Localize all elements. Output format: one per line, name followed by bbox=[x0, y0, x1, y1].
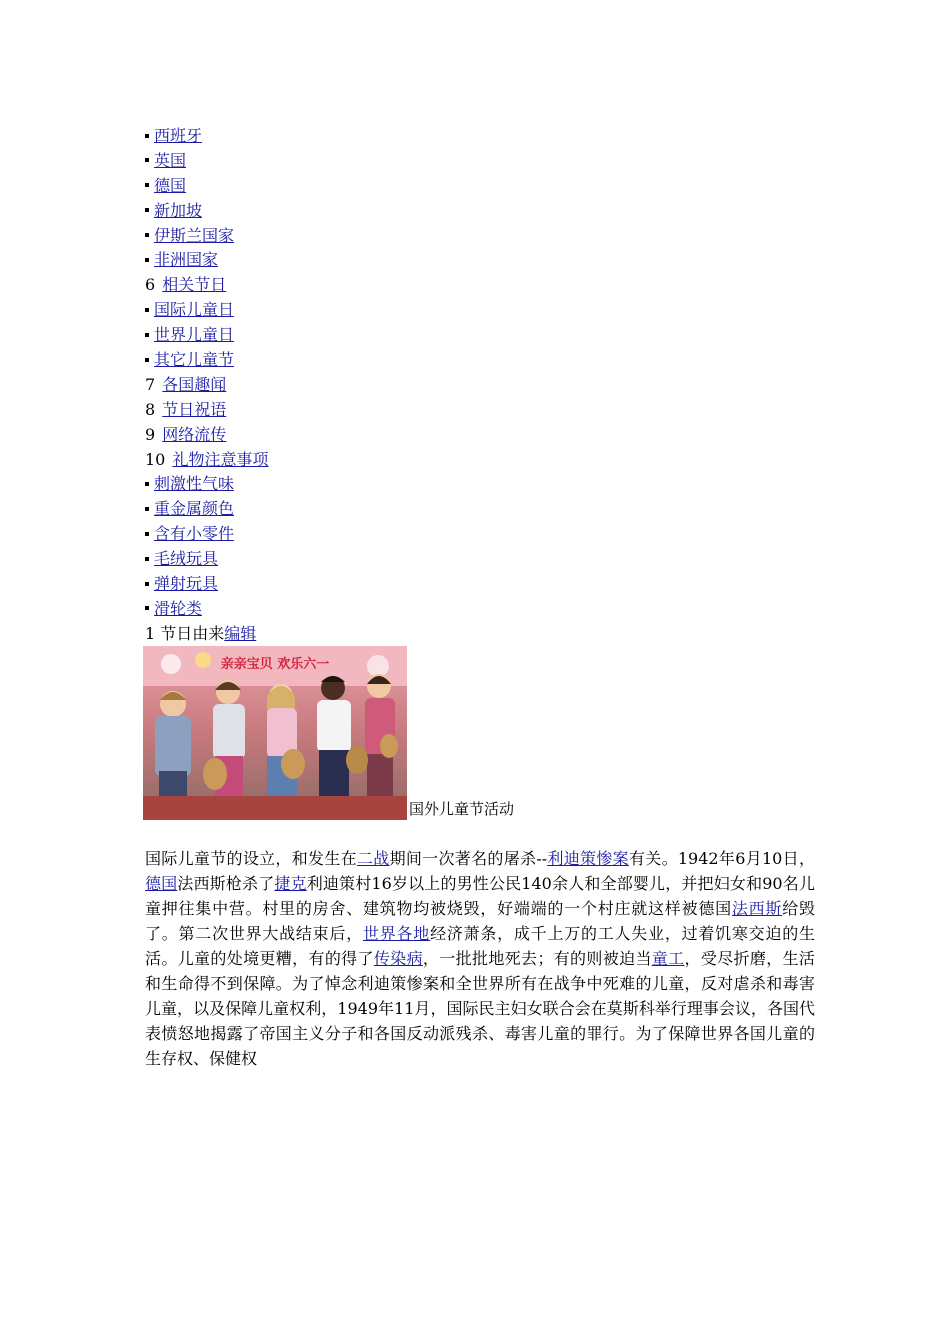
toc-entry bbox=[145, 298, 268, 323]
toc-link[interactable]: 德国 bbox=[154, 175, 187, 195]
toc-link[interactable]: 重金属颜色 bbox=[154, 499, 235, 519]
inline-link[interactable]: 二战 bbox=[356, 849, 390, 868]
toc-link[interactable]: 其它儿童节 bbox=[154, 350, 235, 370]
toc-link[interactable]: 英国 bbox=[154, 150, 187, 170]
bullet-icon bbox=[145, 308, 149, 312]
bullet-icon bbox=[145, 183, 149, 187]
toc-entry bbox=[145, 572, 268, 597]
toc-link[interactable]: 新加坡 bbox=[154, 200, 203, 220]
toc-link[interactable]: 刺激性气味 bbox=[154, 474, 235, 494]
toc-link[interactable]: 国际儿童日 bbox=[154, 300, 235, 320]
toc-entry bbox=[145, 398, 268, 423]
toc-link[interactable]: 滑轮类 bbox=[154, 598, 203, 618]
paragraph-text: 经济萧条，成千上万的工人失业，过着饥寒交迫的生活。儿童的处境更糟，有的得了 bbox=[145, 924, 815, 968]
bullet-icon bbox=[145, 532, 149, 536]
figure bbox=[143, 646, 514, 820]
inline-link[interactable]: 捷克 bbox=[274, 874, 307, 893]
toc-number: 10 bbox=[145, 449, 171, 469]
toc-link[interactable]: 含有小零件 bbox=[154, 524, 235, 544]
toc-entry bbox=[145, 373, 268, 398]
toc-entry bbox=[145, 423, 268, 448]
inline-link[interactable]: 童工 bbox=[651, 949, 685, 968]
paragraph-text: 利迪策村16岁以上的男性公民140余人和全部婴儿，并把妇女和90名儿童押往集中营。村里的房舍、建筑物均被烧毁，好端端的一个村庄就这样被德国 bbox=[145, 874, 815, 918]
article-paragraph bbox=[145, 846, 815, 1071]
toc-entry bbox=[145, 224, 268, 249]
banner-text: 亲亲宝贝 欢乐六一 bbox=[220, 657, 330, 672]
figure-caption: 国外儿童节活动 bbox=[409, 800, 515, 818]
toc-entry bbox=[145, 248, 268, 273]
inline-link[interactable]: 德国 bbox=[145, 874, 178, 893]
toc-entry bbox=[145, 472, 268, 497]
toc-link[interactable]: 各国趣闻 bbox=[162, 374, 227, 394]
toc-link[interactable]: 节日祝语 bbox=[162, 399, 227, 419]
bullet-icon bbox=[145, 158, 149, 162]
bullet-icon bbox=[145, 208, 149, 212]
toc-entry bbox=[145, 597, 268, 622]
toc-entry bbox=[145, 448, 268, 473]
paragraph-text: 法西斯枪杀了 bbox=[177, 874, 275, 893]
bullet-icon bbox=[145, 134, 149, 138]
toc-link[interactable]: 网络流传 bbox=[162, 424, 227, 444]
toc-entry bbox=[145, 522, 268, 547]
section-number: 1 bbox=[145, 623, 161, 643]
toc-entry bbox=[145, 199, 268, 224]
toc-link[interactable]: 弹射玩具 bbox=[154, 574, 219, 594]
table-of-contents bbox=[145, 124, 268, 647]
inline-link[interactable]: 法西斯 bbox=[731, 899, 783, 918]
section-title: 节日由来 bbox=[160, 623, 225, 643]
bullet-icon bbox=[145, 606, 149, 610]
bullet-icon bbox=[145, 333, 149, 337]
bullet-icon bbox=[145, 233, 149, 237]
toc-number: 6 bbox=[145, 275, 161, 295]
toc-link[interactable]: 世界儿童日 bbox=[154, 325, 235, 345]
toc-link[interactable]: 伊斯兰国家 bbox=[154, 225, 235, 245]
edit-link[interactable]: 编辑 bbox=[224, 623, 257, 643]
toc-link[interactable]: 西班牙 bbox=[154, 126, 203, 145]
toc-entry bbox=[145, 348, 268, 373]
toc-entry bbox=[145, 124, 268, 149]
toc-number: 8 bbox=[145, 399, 161, 419]
toc-entry bbox=[145, 149, 268, 174]
toc-link[interactable]: 毛绒玩具 bbox=[154, 549, 219, 569]
inline-link[interactable]: 利迪策惨案 bbox=[547, 849, 629, 868]
paragraph-text: 给毁了。第二次世界大战结束后， bbox=[145, 899, 815, 943]
toc-entry bbox=[145, 273, 268, 298]
toc-link[interactable]: 相关节日 bbox=[162, 275, 227, 295]
toc-number: 7 bbox=[145, 374, 161, 394]
toc-entry bbox=[145, 323, 268, 348]
toc-entry bbox=[145, 174, 268, 199]
bullet-icon bbox=[145, 358, 149, 362]
toc-entry bbox=[145, 497, 268, 522]
bullet-icon bbox=[145, 557, 149, 561]
bullet-icon bbox=[145, 507, 149, 511]
inline-link[interactable]: 传染病 bbox=[373, 949, 423, 968]
inline-link[interactable]: 世界各地 bbox=[363, 924, 431, 943]
paragraph-text: 期间一次著名的屠杀-- bbox=[389, 849, 548, 868]
bullet-icon bbox=[145, 258, 149, 262]
paragraph-text: ，一批批地死去；有的则被迫当 bbox=[422, 949, 652, 968]
paragraph-text: 有关。1942年6月10日， bbox=[628, 849, 815, 868]
toc-number: 9 bbox=[145, 424, 161, 444]
bullet-icon bbox=[145, 482, 149, 486]
toc-link[interactable]: 非洲国家 bbox=[154, 250, 219, 270]
paragraph-text: 国际儿童节的设立，和发生在 bbox=[145, 849, 357, 868]
bullet-icon bbox=[145, 582, 149, 586]
children-photo bbox=[143, 646, 407, 820]
toc-link[interactable]: 礼物注意事项 bbox=[172, 449, 269, 469]
paragraph-text: ，受尽折磨，生活和生命得不到保障。为了悼念利迪策惨案和全世界所有在战争中死难的儿童，反对虐杀和毒害儿童，以及保障儿童权利，1949年11月，国际民主妇女联合会在莫斯科举行理事会议，各国代表愤怒地揭露了帝国主义分子和各国反动派残杀、毒害儿童的罪行。为了保障世界各国儿童的生存权、保健权 bbox=[145, 949, 815, 1068]
section-heading bbox=[145, 622, 268, 647]
toc-entry bbox=[145, 547, 268, 572]
